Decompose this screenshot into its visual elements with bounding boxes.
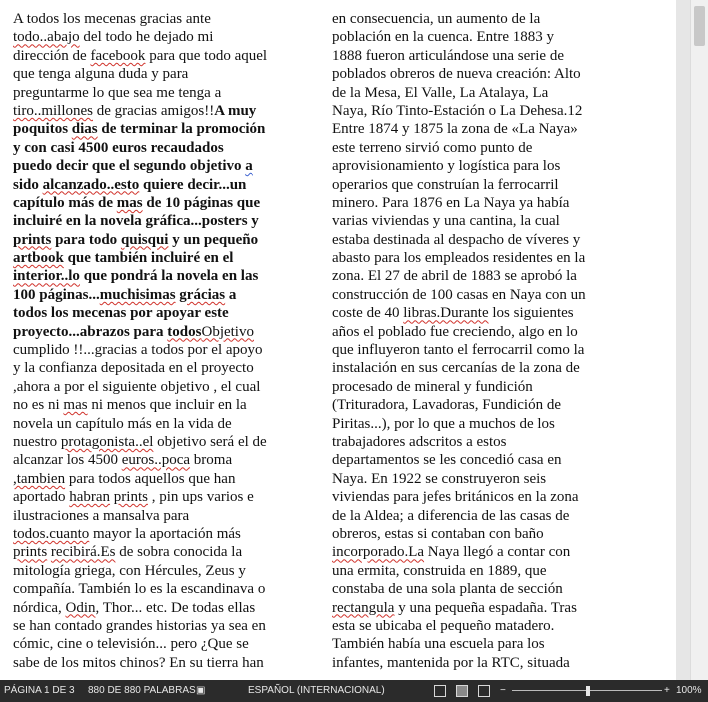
text-run: preguntarme lo que sea me tenga a — [13, 84, 222, 101]
text-run: operarios que construían la ferrocarril — [332, 176, 559, 193]
text-run: de 10 páginas que — [142, 194, 261, 211]
text-run: todos los mecenas por apoyar este — [13, 305, 229, 322]
text-line — [13, 654, 293, 672]
text-run: sabe de los mitos chinos? En su tierra han — [13, 654, 264, 671]
text-line — [13, 10, 293, 28]
text-line — [332, 488, 612, 506]
text-run: broma — [190, 452, 233, 469]
text-run: infantes, mantenida por la RTC, situada — [332, 654, 570, 671]
text-run: que pondrá la novela en las — [79, 268, 259, 285]
flagged-word: Odin — [65, 599, 96, 616]
text-line — [332, 102, 612, 120]
text-run: objetivo será el de — [153, 433, 267, 450]
text-run: que influyeron tanto el ferrocarril como la — [332, 342, 585, 359]
text-run: A muy — [214, 102, 257, 119]
zoom-level-label[interactable]: 100% — [676, 685, 702, 696]
text-line — [332, 341, 612, 359]
text-line — [332, 157, 612, 175]
text-run: no es ni — [13, 397, 64, 414]
text-run: de la Mesa, El Valle, La Atalaya, La — [332, 84, 549, 101]
text-run: Naya llegó a contar con — [424, 544, 571, 561]
text-run: estaba destinada al despacho de víveres y — [332, 231, 581, 248]
text-line — [332, 267, 612, 285]
proofing-icon[interactable]: ▣ — [196, 685, 206, 696]
text-run: Naya. En 1922 se construyeron seis — [332, 470, 547, 487]
flagged-word: habran — [69, 489, 111, 506]
flagged-word: recibirá.Es — [50, 544, 116, 561]
text-line — [332, 451, 612, 469]
text-run: poquitos — [13, 121, 72, 138]
text-line — [13, 47, 293, 65]
text-line — [13, 84, 293, 102]
text-line — [13, 304, 293, 322]
text-run: ni menos que incluir en la — [87, 397, 247, 414]
text-line — [13, 194, 293, 212]
flagged-word: tiro..millones — [13, 102, 93, 119]
text-run: poblados obreros de nueva creación: Alto — [332, 66, 581, 83]
text-line — [332, 580, 612, 598]
text-run: 100 páginas... — [13, 286, 100, 303]
text-line — [13, 396, 293, 414]
text-run: alcanzar los 4500 — [13, 452, 122, 469]
text-line — [13, 65, 293, 83]
flagged-word: Objetivo — [201, 323, 254, 340]
text-line — [332, 359, 612, 377]
text-line — [13, 102, 293, 120]
text-run: y una pequeña espadaña. Tras — [394, 599, 577, 616]
text-line — [13, 267, 293, 285]
flagged-word: quisqui — [120, 231, 169, 248]
text-run: procesado de mineral y fundición — [332, 378, 533, 395]
text-run: instalación en sus cercanías de la zona de — [332, 360, 580, 377]
text-run: mayor la aportación más — [89, 525, 241, 542]
text-run: una ermita, construida en 1889, que — [332, 562, 547, 579]
text-line — [13, 488, 293, 506]
text-run: ilustraciones a mansalva para — [13, 507, 190, 524]
text-line — [332, 654, 612, 672]
text-run: (Trituradora, Lavadoras, Fundición de — [332, 397, 561, 414]
web-layout-icon[interactable] — [478, 685, 490, 697]
text-run: aportado — [13, 489, 70, 506]
text-run: y la confianza depositada en el proyecto — [13, 360, 254, 377]
text-run: incluiré en la novela gráfica...posters y — [13, 213, 259, 230]
text-line — [332, 562, 612, 580]
text-line — [332, 28, 612, 46]
zoom-out-icon[interactable]: − — [500, 685, 506, 696]
flagged-word: a — [245, 158, 253, 175]
text-run: obreros, estas si contaban con baño — [332, 525, 544, 542]
text-run: para todos aquellos que han — [65, 470, 236, 487]
text-run: viviendas para jefes británicos en la zona — [332, 489, 579, 506]
text-run: para que todo aquel — [145, 47, 268, 64]
text-run: y un pequeño — [168, 231, 259, 248]
text-run: y con casi 4500 euros recaudados — [13, 139, 224, 156]
text-line — [332, 635, 612, 653]
text-run: que tenga alguna duda y para — [13, 66, 189, 83]
text-line — [13, 378, 293, 396]
text-run: sido — [13, 176, 43, 193]
text-run: cómic, cine o televisión... pero ¿Que se — [13, 636, 249, 653]
text-run: los siguientes — [488, 305, 574, 322]
flagged-word: dias — [71, 121, 98, 138]
flagged-word: grácias — [179, 286, 226, 303]
word-count-label[interactable]: 880 DE 880 PALABRAS — [88, 685, 196, 696]
flagged-word: euros..poca — [121, 452, 191, 469]
flagged-word: mas — [63, 397, 88, 414]
text-run: coste de 40 — [332, 305, 404, 322]
flagged-word: interior..lo — [13, 268, 80, 285]
text-run: a — [225, 286, 237, 303]
flagged-word: mas — [116, 194, 143, 211]
text-line — [332, 470, 612, 488]
flagged-word: prints — [13, 231, 52, 248]
text-line — [332, 231, 612, 249]
text-run: que también incluiré en el — [63, 250, 234, 267]
text-run: minero. Para 1876 en La Naya ya había — [332, 194, 570, 211]
text-run: zona. El 27 de abril de 1883 se aprobó la — [332, 268, 577, 285]
text-run: mitología griega, con Hércules, Zeus y — [13, 562, 246, 579]
flagged-word: todos.cuanto — [13, 525, 90, 542]
text-line — [13, 249, 293, 267]
text-run: de sobra conocida la — [115, 544, 243, 561]
text-run: años el poblado fue creciendo, algo en lo — [332, 323, 578, 340]
flagged-word: ,tambien — [13, 470, 66, 487]
text-run: También había una escuela para los — [332, 636, 545, 653]
text-run: 1888 fueron articulándose una serie de — [332, 47, 564, 64]
flagged-word: todo..abajo — [13, 29, 80, 46]
flagged-word: prints — [13, 544, 48, 561]
text-column-left[interactable] — [13, 10, 293, 672]
text-run: dirección de — [13, 47, 91, 64]
text-run: construcción de 100 casas en Naya con un — [332, 286, 586, 303]
text-line — [13, 580, 293, 598]
text-run: abasto para los empleados residentes en la — [332, 250, 586, 267]
text-run: Piritas...), por lo que a muchos de los — [332, 415, 555, 432]
text-line — [13, 415, 293, 433]
text-line — [332, 433, 612, 451]
text-line — [13, 635, 293, 653]
text-run: puedo decir que el segundo objetivo — [13, 158, 246, 175]
text-line — [13, 543, 293, 561]
text-run: , pin ups varios e — [147, 489, 254, 506]
text-run: A todos los mecenas gracias ante — [13, 11, 211, 27]
text-run: constaba de una sola planta de sección — [332, 581, 563, 598]
flagged-word: rectangula — [332, 599, 395, 616]
flagged-word: artbook — [13, 250, 64, 267]
text-run: quiere decir...un — [139, 176, 247, 193]
language-label[interactable]: ESPAÑOL (INTERNACIONAL) — [248, 685, 385, 696]
text-line — [332, 304, 612, 322]
text-line — [332, 139, 612, 157]
text-line — [13, 176, 293, 194]
flagged-word: protagonista..el — [60, 433, 154, 450]
text-line — [332, 507, 612, 525]
text-run: nórdica, — [13, 599, 66, 616]
text-run: para todo — [51, 231, 121, 248]
text-line — [13, 212, 293, 230]
text-line — [332, 249, 612, 267]
text-line — [13, 323, 293, 341]
text-run: , Thor... etc. De todas ellas — [95, 599, 256, 616]
status-bar — [0, 680, 708, 702]
text-run: compañía. También lo es la escandinava o — [13, 581, 266, 598]
text-run: capítulo más de — [13, 194, 117, 211]
text-line — [13, 507, 293, 525]
scrollbar-thumb[interactable] — [694, 6, 705, 46]
text-line — [332, 212, 612, 230]
text-line — [13, 286, 293, 304]
text-line — [13, 28, 293, 46]
text-line — [332, 120, 612, 138]
text-line — [13, 433, 293, 451]
page-count-label[interactable]: PÁGINA 1 DE 3 — [4, 685, 75, 696]
text-run: este terreno sirvió como punto de — [332, 139, 533, 156]
text-line — [13, 231, 293, 249]
text-line — [13, 341, 293, 359]
vertical-scrollbar[interactable] — [690, 0, 708, 680]
flagged-word: incorporado.La — [332, 544, 425, 561]
text-line — [13, 599, 293, 617]
text-line — [332, 543, 612, 561]
flagged-word: libras.Durante — [403, 305, 489, 322]
text-line — [13, 451, 293, 469]
text-run: ,ahora a por el siguiente objetivo , el cual — [13, 378, 261, 395]
text-line — [13, 562, 293, 580]
text-run: departamentos se les concedió casa en — [332, 452, 562, 469]
text-line — [332, 286, 612, 304]
text-run: Entre 1874 y 1875 la zona de «La Naya» — [332, 121, 578, 138]
text-run: esta se ubicaba el pequeño matadero. — [332, 617, 555, 634]
text-run: Naya, Río Tinto-Estación o La Dehesa.12 — [332, 102, 583, 119]
text-run: nuestro — [13, 433, 61, 450]
zoom-slider-handle[interactable] — [586, 686, 590, 696]
print-layout-icon[interactable] — [456, 685, 468, 697]
text-run: novela un capítulo más en la vida de — [13, 415, 232, 432]
text-line — [332, 378, 612, 396]
text-run: varias viviendas y una cantina, la cual — [332, 213, 560, 230]
text-line — [13, 359, 293, 377]
text-line — [332, 599, 612, 617]
zoom-in-icon[interactable]: + — [664, 685, 670, 696]
text-line — [332, 65, 612, 83]
text-line — [13, 617, 293, 635]
text-column-right[interactable] — [332, 10, 612, 672]
text-run: proyecto...abrazos para — [13, 323, 168, 340]
text-run: de terminar la promoción — [97, 121, 266, 138]
read-mode-icon[interactable] — [434, 685, 446, 697]
text-line — [332, 194, 612, 212]
text-run: en consecuencia, un aumento de la — [332, 11, 541, 27]
text-run: se han contado grandes historias ya sea en — [13, 617, 266, 634]
flagged-word: facebook — [90, 47, 146, 64]
text-line — [332, 617, 612, 635]
text-run: aprovisionamiento y logística para los — [332, 158, 561, 175]
text-line — [332, 323, 612, 341]
text-run: cumplido !!...gracias a todos por el apoyo — [13, 342, 263, 359]
text-run: población en la cuenca. Entre 1883 y — [332, 29, 554, 46]
text-line — [332, 47, 612, 65]
text-line — [13, 470, 293, 488]
text-run: de gracias amigos!! — [93, 102, 215, 119]
text-line — [332, 176, 612, 194]
text-line — [13, 157, 293, 175]
text-line — [13, 139, 293, 157]
text-line — [332, 415, 612, 433]
text-line — [13, 120, 293, 138]
text-run: de la Aldea; a diferencia de las casas de — [332, 507, 570, 524]
flagged-word: todos — [167, 323, 202, 340]
text-line — [332, 525, 612, 543]
text-run: del todo he dejado mi — [79, 29, 214, 46]
text-line — [332, 10, 612, 28]
text-line — [332, 84, 612, 102]
flagged-word: alcanzado..esto — [42, 176, 140, 193]
flagged-word: muchisimas — [99, 286, 176, 303]
text-line — [13, 525, 293, 543]
text-line — [332, 396, 612, 414]
text-run: trabajadores adscritos a estos — [332, 433, 507, 450]
flagged-word: prints — [113, 489, 148, 506]
